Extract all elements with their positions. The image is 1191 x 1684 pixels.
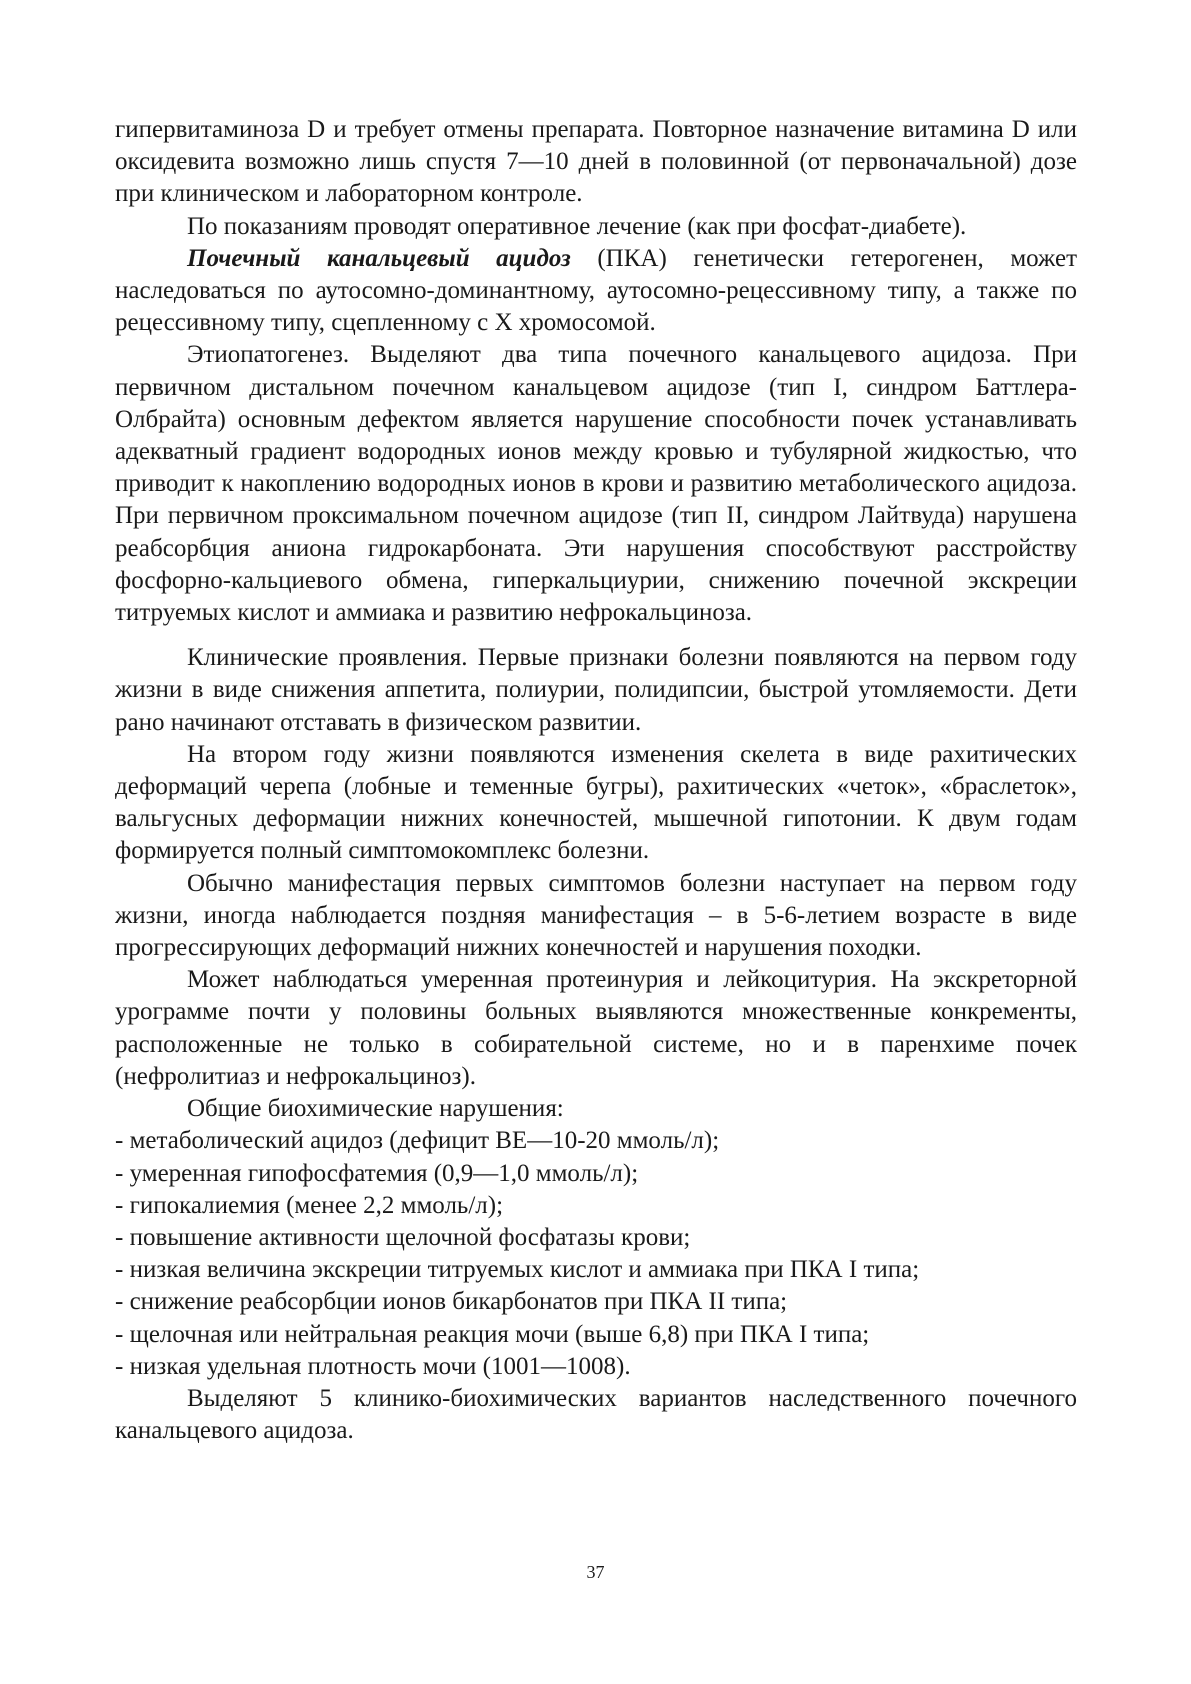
list-item: - щелочная или нейтральная реакция мочи (выше 6,8) при ПКА I типа;: [115, 1320, 870, 1348]
paragraph-second-year: На втором году жизни появляются изменения скелета в виде рахитических деформаций черепа (лобные и теменные бугры), рахитических «четок», «браслеток», вальгусных деформации нижних конечностей, мышечной гипотонии. К двум годам формируется полный симптомокомплекс болезни.: [115, 740, 1077, 865]
paragraph-pka-definition-text: (ПКА) генетически гетерогенен, может наследоваться по аутосомно-доминантному, аутосомно-рецессивному типу, а также по рецессивному типу, сцепленному с X хромосомой.: [115, 244, 1077, 337]
paragraph-hypervitaminosis: гипервитаминоза D и требует отмены препарата. Повторное назначение витамина D или оксидевита возможно лишь спустя 7—10 дней в половинной (от первоначальной) дозе при клиническом и лабораторном контроле.: [115, 116, 1077, 208]
paragraph-proteinuria: Может наблюдаться умеренная протеинурия и лейкоцитурия. На экскреторной урограмме почти у половины больных выявляются множественные конкременты, расположенные не только в собирательной системе, но и в паренхиме почек (нефролитиаз и нефрокальциноз).: [115, 966, 1077, 1090]
page-number: 37: [586, 1562, 605, 1582]
list-item: - умеренная гипофосфатемия (0,9—1,0 ммоль/л);: [115, 1159, 639, 1187]
list-item: - метаболический ацидоз (дефицит BE—10-20 ммоль/л);: [115, 1127, 720, 1155]
paragraph-pka-definition: [115, 243, 1077, 340]
paragraph-etiopathogenesis: Этиопатогенез. Выделяют два типа почечного канальцевого ацидоза. При первичном дистальном почечном канальцевом ацидозе (тип I, синдром Баттлера-Олбрайта) основным дефектом является нарушение способности почек устанавливать адекватный градиент водородных ионов между кровью и тубулярной жидкостью, что приводит к накоплению водородных ионов в крови и развитию метаболического ацидоза. При первичном проксимальном почечном ацидозе (тип II, синдром Лайтвуда) нарушена реабсорбция аниона гидрокарбоната. Эти нарушения способствуют расстройству фосфорно-кальциевого обмена, гиперкальциурии, снижению почечной экскреции титруемых кислот и аммиака и развитию нефрокальциноза.: [115, 341, 1077, 627]
list-item: - низкая величина экскреции титруемых кислот и аммиака при ПКА I типа;: [115, 1256, 920, 1284]
paragraph-variants: Выделяют 5 клинико-биохимических вариантов наследственного почечного канальцевого ацидоза.: [115, 1384, 1077, 1445]
list-item: - гипокалиемия (менее 2,2 ммоль/л);: [115, 1191, 504, 1219]
paragraph-onset: Обычно манифестация первых симптомов болезни наступает на первом году жизни, иногда наблюдается поздняя манифестация – в 5-6-летием возрасте в виде прогрессирующих деформаций нижних конечностей и нарушения походки.: [115, 869, 1077, 962]
page-body: [115, 114, 1077, 1447]
list-item: - низкая удельная плотность мочи (1001—1008).: [115, 1352, 631, 1380]
list-item: - снижение реабсорбции ионов бикарбонатов при ПКА II типа;: [115, 1288, 788, 1316]
paragraph-surgical-treatment: По показаниям проводят оперативное лечение (как при фосфат-диабете).: [187, 212, 967, 240]
paragraph-clinical-manifestations: Клинические проявления. Первые признаки болезни появляются на первом году жизни в виде снижения аппетита, полиурии, полидипсии, быстрой утомляемости. Дети рано начинают отставать в физическом развитии.: [115, 644, 1077, 736]
paragraph-biochem-heading: Общие биохимические нарушения:: [187, 1095, 564, 1123]
term-pka: Почечный канальцевый ацидоз: [187, 244, 571, 272]
list-item: - повышение активности щелочной фосфатазы крови;: [115, 1223, 691, 1251]
